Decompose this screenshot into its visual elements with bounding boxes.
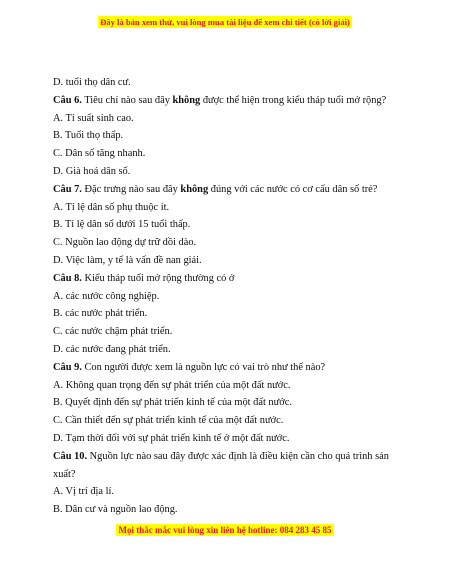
question-7 [53, 181, 403, 199]
option-line: B. Tỉ lệ dân số dưới 15 tuổi thấp. [53, 219, 191, 231]
question-9 [53, 359, 403, 377]
option-line: B. Quyết định đến sự phát triển kinh tế của một đất nước. [53, 397, 292, 409]
option-line: A. các nước công nghiệp. [53, 290, 160, 302]
question-text: đúng với các nước có cơ cấu dân số trẻ? [208, 183, 378, 195]
question-text: Con người được xem là nguồn lực có vai trò như thế nào? [81, 361, 326, 373]
preview-banner [0, 12, 450, 30]
option-line: C. các nước chậm phát triển. [53, 326, 173, 338]
option-line: B. Dân cư và nguồn lao động. [53, 504, 178, 516]
option-line: C. Nguồn lao động dự trữ dồi dào. [53, 237, 197, 249]
question-text: Nguồn lực nào sau đây được xác định là điều kiện cần cho quá trình sản xuất? [53, 450, 389, 480]
option-line: D. Già hoá dân số. [53, 165, 131, 177]
question-label: Câu 7. [53, 183, 82, 195]
question-label: Câu 9. [53, 361, 82, 373]
question-label: Câu 8. [53, 272, 82, 284]
hotline-banner [0, 520, 450, 538]
option-line: B. Tuổi thọ thấp. [53, 130, 124, 142]
question-label: Câu 10. [53, 450, 88, 462]
option-line: D. Tạm thời đối với sự phát triển kinh tế ở một đất nước. [53, 432, 290, 444]
preview-banner-text: Đây là bản xem thử, vui lòng mua tài liệu để xem chi tiết (có lời giải) [100, 17, 350, 27]
option-line: A. Không quan trọng đến sự phát triển của một đất nước. [53, 379, 291, 391]
question-label: Câu 6. [53, 94, 82, 106]
question-text: Đặc trưng nào sau đây [81, 183, 181, 195]
hotline-banner-text: Mọi thắc mắc vui lòng xin liên hệ hotline: 084 283 45 85 [118, 525, 332, 535]
question-10 [53, 448, 403, 484]
question-text: được thể hiện trong kiểu tháp tuổi mở rộng? [200, 94, 387, 106]
question-8 [53, 270, 403, 288]
option-line: C. Cần thiết đến sự phát triển kinh tế của một đất nước. [53, 415, 284, 427]
option-line: A. Tỉ lệ dân số phụ thuộc ít. [53, 201, 170, 213]
option-line: D. các nước đang phát triển. [53, 343, 171, 355]
question-6 [53, 92, 403, 110]
option-line: B. các nước phát triển. [53, 308, 148, 320]
option-line: A. Vị trí địa lí. [53, 486, 114, 498]
question-emphasis: không [172, 94, 201, 106]
option-line: D. tuổi thọ dân cư. [53, 77, 131, 88]
option-line: D. Việc làm, y tế là vấn đề nan giải. [53, 254, 202, 266]
question-text: Kiểu tháp tuổi mở rộng thường có ở [81, 272, 235, 284]
question-emphasis: không [180, 183, 209, 195]
question-text: Tiêu chí nào sau đây [81, 94, 173, 106]
document-body [53, 74, 403, 519]
option-line: A. Tỉ suất sinh cao. [53, 112, 134, 124]
option-line: C. Dân số tăng nhanh. [53, 148, 146, 160]
